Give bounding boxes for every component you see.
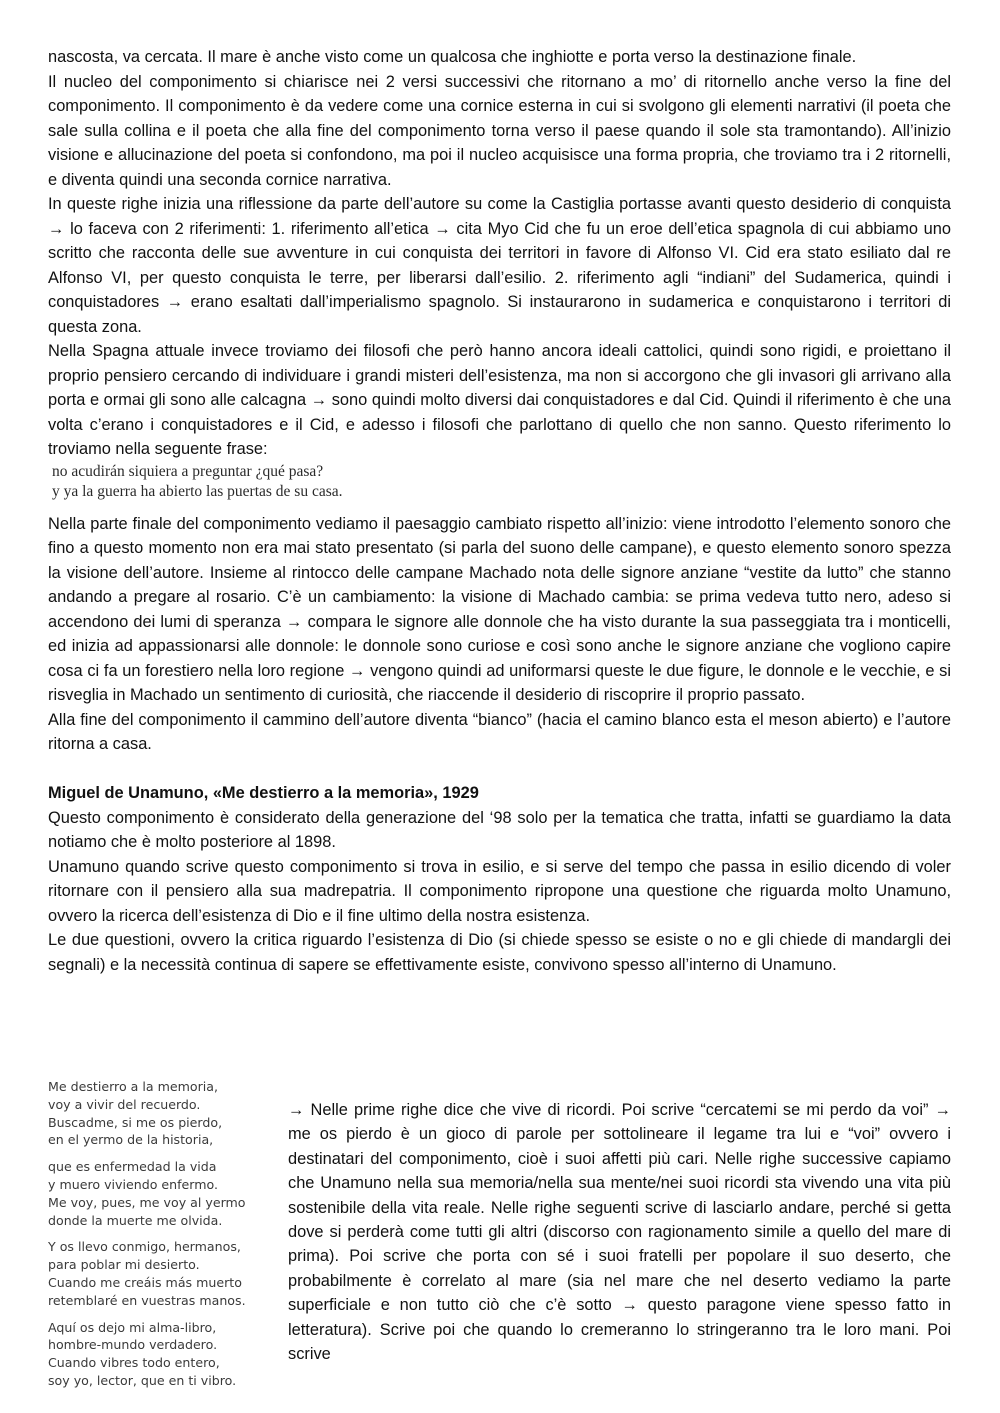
poem-line: Buscadme, si me os pierdo, — [48, 1114, 223, 1130]
document-body — [48, 45, 951, 977]
poem-line: voy a vivir del recuerdo. — [48, 1096, 201, 1112]
poem-line: retemblaré en vuestras manos. — [48, 1292, 246, 1308]
poem-commentary: → Nelle prime righe dice che vive di ricordi. Poi scrive “cercatemi se mi perdo da voi” → me os pierdo è un gioco di parole per sottolineare il legame tra lui e “voi” ovvero i destinatari del componimento, cioè i suoi affetti più cari. Nelle righe successive capiamo che Unamuno nella sua memoria/nella sua mente/nei suoi ricordi sta vivendo una vita più sostenibile della vita reale. Nelle righe seguenti scrive di lasciarlo andare, perché si getta dove si perderà come tutti gli altri (discorso con ragionamento simile a quello del mare di prima). Poi scrive che porta con sé i suoi fratelli per popolare il suo deserto, che probabilmente è correlato al mare (sia nel mare che nel deserto vediamo la parte superficiale e non tutto ciò che c’è sotto → questo paragone viene spesso fatto in letteratura). Scrive poi che quando lo cremeranno lo stringeranno tra le loro mani. Poi scrive — [288, 1101, 951, 1364]
poem-line: Aquí os dejo mi alma-libro, — [48, 1319, 217, 1335]
poem-line: que es enfermedad la vida — [48, 1159, 217, 1175]
poem-line: Cuando me creáis más muerto — [48, 1274, 242, 1290]
paragraph: Unamuno quando scrive questo componimento si trova in esilio, e si serve del tempo che passa in esilio dicendo di voler ritornare con il pensiero alla sua madrepatria. Il componimento ripropone una questione che riguarda molto Unamuno, ovvero la ricerca dell’esistenza di Dio e il fine ultimo della nostra esistenza. — [48, 857, 951, 925]
poem-stanza — [48, 1238, 280, 1309]
poem-stanza — [48, 1078, 280, 1149]
quoted-verse-image — [52, 462, 951, 502]
paragraph: Le due questioni, ovvero la critica riguardo l’esistenza di Dio (si chiede spesso se esiste o no e gli chiede di mandargli dei segnali) e la necessità continua di sapere se effettivamente esiste, convivono spesso all’interno di Unamuno. — [48, 931, 951, 974]
poem-line: hombre-mundo verdadero. — [48, 1337, 218, 1353]
poem-line: para poblar mi desierto. — [48, 1257, 200, 1273]
poem-line: Cuando vibres todo entero, — [48, 1355, 220, 1371]
poem-line: donde la muerte me olvida. — [48, 1212, 223, 1228]
poem-line: soy yo, lector, que en ti vibro. — [48, 1372, 237, 1388]
poem-line: en el yermo de la historia, — [48, 1132, 214, 1148]
paragraph: Nella Spagna attuale invece troviamo dei filosofi che però hanno ancora ideali cattolici, quindi sono rigidi, e proiettano il proprio pensiero cercando di individuare i grandi misteri dell’esistenza, ma non si accorgono che gli invasori gli arrivano alla porta e ormai gli sono alle calcagna → sono quindi molto diversi dai conquistadores e dal Cid. Quindi il riferimento è che una volta c’erano i conquistadores e il Cid, e adesso i filosofi che parlottano di quello che non sanno. Questo riferimento lo troviamo nella seguente frase: — [48, 342, 951, 458]
poem-line: y muero viviendo enfermo. — [48, 1176, 219, 1192]
paragraph: nascosta, va cercata. Il mare è anche visto come un qualcosa che inghiotte e porta verso la destinazione finale. — [48, 48, 857, 66]
paragraph: Alla fine del componimento il cammino dell’autore diventa “bianco” (hacia el camino blanco esta el meson abierto) e l’autore ritorna a casa. — [48, 710, 951, 753]
quote-line: no acudirán siquiera a preguntar ¿qué pasa? — [52, 462, 324, 480]
section-heading: Miguel de Unamuno, «Me destierro a la memoria», 1929 — [48, 784, 479, 802]
quote-line: y ya la guerra ha abierto las puertas de su casa. — [52, 482, 343, 500]
paragraph: In queste righe inizia una riflessione da parte dell’autore su come la Castiglia portasse avanti questo desiderio di conquista → lo faceva con 2 riferimenti: 1. riferimento all’etica → cita Myo Cid che fu un eroe dell’etica spagnola di cui abbiamo uno scritto che racconta delle sue avventure in cui conquista dei territori in favore di Alfonso VI. Cid era stato esiliato dal re Alfonso VI, per questo conquista le terre, per liberarsi dall’esilio. 2. riferimento agli “indiani” del Sudamerica, quindi i conquistadores → erano esaltati dall’imperialismo spagnolo. Si instaurarono in sudamerica e conquistarono i territori di questa zona. — [48, 195, 951, 336]
poem-line: Me voy, pues, me voy al yermo — [48, 1194, 246, 1210]
paragraph: Questo componimento è considerato della generazione del ‘98 solo per la tematica che tratta, infatti se guardiamo la data notiamo che è molto posteriore al 1898. — [48, 808, 951, 851]
spacer — [48, 757, 951, 782]
poem-line: Me destierro a la memoria, — [48, 1079, 218, 1094]
paragraph: Il nucleo del componimento si chiarisce nei 2 versi successivi che ritornano a mo’ di ritornello anche verso la fine del componimento. Il componimento è da vedere come una cornice esterna in cui si svolgono gli elementi narrativi (il poeta che sale sulla collina e il poeta che alla fine del componimento torna verso il paese quando il sole sta tramontando). All’inizio visione e allucinazione del poeta si confondono, ma poi il nucleo acquisisce una forma propria, che troviamo tra i 2 ritornelli, e diventa quindi una seconda cornice narrativa. — [48, 72, 951, 189]
paragraph: Nella parte finale del componimento vediamo il paesaggio cambiato rispetto all’inizio: viene introdotto l’elemento sonoro che fino a questo momento non era mai stato presentato (si parla del suono delle campane), e questo elemento sonoro spezza la visione dell’autore. Insieme al rintocco delle campane Machado nota delle signore anziane “vestite da lutto” che stanno andando a pregare al rosario. C’è un cambiamento: la visione di Machado cambia: se prima vedeva tutto nero, adeso si accendono dei lumi di speranza → compara le signore alle donnole che ha visto durante la sua passeggiata tra i monticelli, ed inizia ad appassionarsi alle donnole: le donnole sono curiose e così sono anche le signore anziane che vogliono capire cosa ci fa un forestiero nella loro regione → vengono quindi ad uniformarsi queste le due figure, le donnole e le vecchie, e si risveglia in Machado un sentimento di curiosità, che riaccende il desiderio di riscoprire il proprio passato. — [48, 514, 951, 704]
poem-stanza — [48, 1158, 280, 1229]
poem-stanza — [48, 1319, 280, 1390]
poem-image — [48, 1078, 280, 1399]
poem-line: Y os llevo conmigo, hermanos, — [48, 1239, 241, 1255]
